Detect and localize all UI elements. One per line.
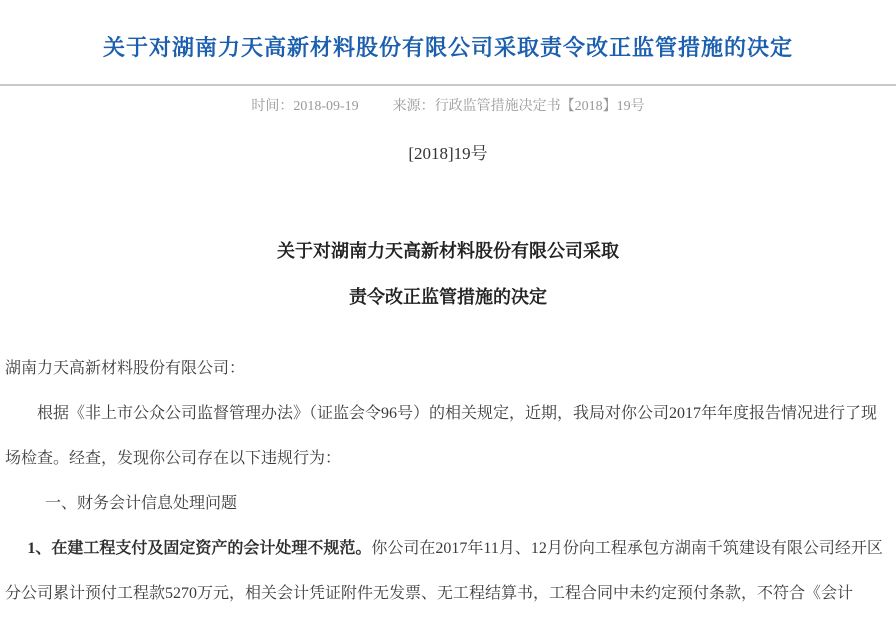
headline-divider — [0, 84, 896, 86]
section-1-heading: 一、财务会计信息处理问题 — [45, 495, 238, 512]
document-title — [0, 228, 896, 320]
meta-time-value: 2018-09-19 — [293, 99, 359, 114]
item-1-lead-bold: 1、在建工程支付及固定资产的会计处理不规范。 — [27, 540, 372, 557]
meta-source-label: 来源： — [392, 99, 435, 114]
document-number: [2018]19号 — [408, 144, 488, 163]
page-title: 关于对湖南力天高新材料股份有限公司采取责令改正监管措施的决定 — [102, 35, 793, 60]
document-body — [0, 346, 896, 616]
item-1-paragraph — [5, 526, 891, 616]
article-page — [0, 34, 896, 616]
article-meta — [0, 95, 896, 115]
meta-source-value: 行政监管措施决定书【2018】19号 — [434, 99, 645, 114]
meta-time-label: 时间： — [251, 99, 294, 114]
document-title-line-1: 关于对湖南力天高新材料股份有限公司采取 — [277, 241, 619, 261]
document-title-line-2: 责令改正监管措施的决定 — [349, 287, 547, 307]
item-1-body-text: 你公司在2017年11月、12月份向工程承包方湖南千筑建设有限公司经开区分公司累计预付工程款5270万元，相关会计凭证附件无发票、无工程结算书，工程合同中未约定预付条款，不符合《会计 — [5, 540, 883, 602]
addressee: 湖南力天高新材料股份有限公司： — [5, 360, 246, 377]
intro-paragraph: 根据《非上市公众公司监督管理办法》（证监会令96号）的相关规定，近期，我局对你公司2017年年度报告情况进行了现场检查。经查，发现你公司存在以下违规行为： — [5, 405, 878, 467]
meta-time — [251, 99, 358, 114]
meta-source — [393, 99, 645, 114]
